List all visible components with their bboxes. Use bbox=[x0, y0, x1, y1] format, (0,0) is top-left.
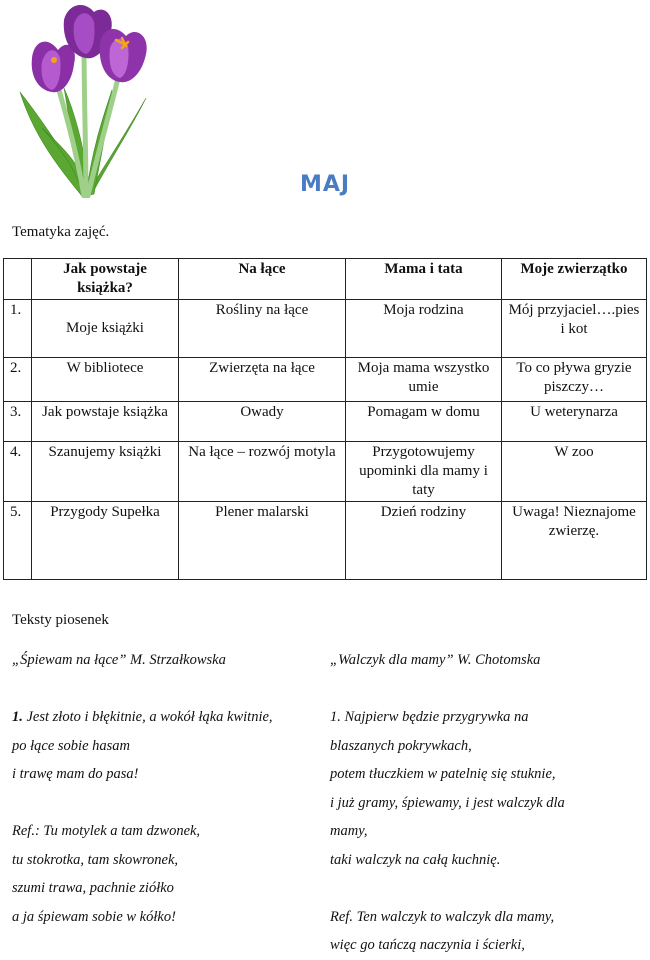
song-left-refrain-line: szumi trawa, pachnie ziółko bbox=[12, 880, 174, 896]
song-right-title: „Walczyk dla mamy” W. Chotomska bbox=[330, 652, 541, 668]
song-left-verse-line: i trawę mam do pasa! bbox=[12, 766, 139, 782]
verse-number: 1. bbox=[12, 709, 23, 725]
page-title: MAJ bbox=[299, 172, 351, 197]
row-number: 2. bbox=[4, 358, 32, 402]
table-cell: Moje książki bbox=[32, 300, 179, 358]
song-left-title: „Śpiewam na łące” M. Strzałkowska bbox=[12, 652, 226, 668]
song-left-refrain-line: a ja śpiewam sobie w kółko! bbox=[12, 908, 176, 925]
table-row bbox=[4, 442, 647, 502]
table-cell: Jak powstaje książka bbox=[32, 402, 179, 442]
header-cell: Mama i tata bbox=[346, 259, 502, 300]
table-cell: W bibliotece bbox=[32, 358, 179, 402]
table-row bbox=[4, 358, 647, 402]
table-cell: W zoo bbox=[502, 442, 647, 502]
songs-heading: Teksty piosenek bbox=[12, 612, 109, 628]
header-cell: Jak powstaje książka? bbox=[32, 259, 179, 300]
table-cell: U weterynarza bbox=[502, 402, 647, 442]
table-cell: Rośliny na łące bbox=[179, 300, 346, 358]
table-cell: Przygotowujemy upominki dla mamy i taty bbox=[346, 442, 502, 502]
row-number: 4. bbox=[4, 442, 32, 502]
song-left-refrain-line: Ref.: Tu motylek a tam dzwonek, bbox=[12, 823, 201, 839]
row-number: 3. bbox=[4, 402, 32, 442]
table-cell: Pomagam w domu bbox=[346, 402, 502, 442]
table-cell: Uwaga! Nieznajome zwierzę. bbox=[502, 502, 647, 580]
song-right-refrain-line: więc go tańczą naczynia i ścierki, bbox=[330, 937, 525, 953]
song-right-verse-line: i już gramy, śpiewamy, i jest walczyk dla bbox=[330, 794, 565, 811]
song-right-verse-line: 1. Najpierw będzie przygrywka na bbox=[330, 709, 529, 725]
header-cell: Moje zwierzątko bbox=[502, 259, 647, 300]
table-cell: Zwierzęta na łące bbox=[179, 358, 346, 402]
table-cell: Plener malarski bbox=[179, 502, 346, 580]
table-cell: Na łące – rozwój motyla bbox=[179, 442, 346, 502]
table-cell: Szanujemy książki bbox=[32, 442, 179, 502]
song-right-refrain-line: Ref. Ten walczyk to walczyk dla mamy, bbox=[330, 908, 555, 925]
table-cell: Przygody Supełka bbox=[32, 502, 179, 580]
verse-text: Jest złoto i błękitnie, a wokół łąka kwitnie, bbox=[22, 709, 273, 725]
song-left-verse-line: po łące sobie hasam bbox=[12, 737, 130, 754]
table-row bbox=[4, 402, 647, 442]
section-heading-topics: Tematyka zajęć. bbox=[12, 224, 110, 240]
table-cell: Owady bbox=[179, 402, 346, 442]
table-cell: Mój przyjaciel….pies i kot bbox=[502, 300, 647, 358]
table-cell: Dzień rodziny bbox=[346, 502, 502, 580]
table-cell: Moja rodzina bbox=[346, 300, 502, 358]
crocus-flower-image bbox=[12, 0, 152, 198]
song-right-verse-line: taki walczyk na całą kuchnię. bbox=[330, 851, 501, 868]
table-cell: To co pływa gryzie piszczy… bbox=[502, 358, 647, 402]
song-right-verse-line: blaszanych pokrywkach, bbox=[330, 737, 472, 754]
song-right bbox=[330, 646, 640, 960]
song-right-verse-line: mamy, bbox=[330, 823, 368, 839]
song-left-verse-line bbox=[12, 703, 312, 732]
table-cell: Moja mama wszystko umie bbox=[346, 358, 502, 402]
song-left-refrain-line: tu stokrotka, tam skowronek, bbox=[12, 851, 179, 868]
table-row bbox=[4, 502, 647, 580]
song-right-verse-line: potem tłuczkiem w patelnię się stuknie, bbox=[330, 766, 556, 782]
header-cell: Na łące bbox=[179, 259, 346, 300]
row-number: 5. bbox=[4, 502, 32, 580]
topics-table bbox=[3, 258, 647, 580]
song-left bbox=[12, 646, 312, 931]
table-header-row bbox=[4, 259, 647, 300]
header-cell bbox=[4, 259, 32, 300]
table-row bbox=[4, 300, 647, 358]
row-number: 1. bbox=[4, 300, 32, 358]
